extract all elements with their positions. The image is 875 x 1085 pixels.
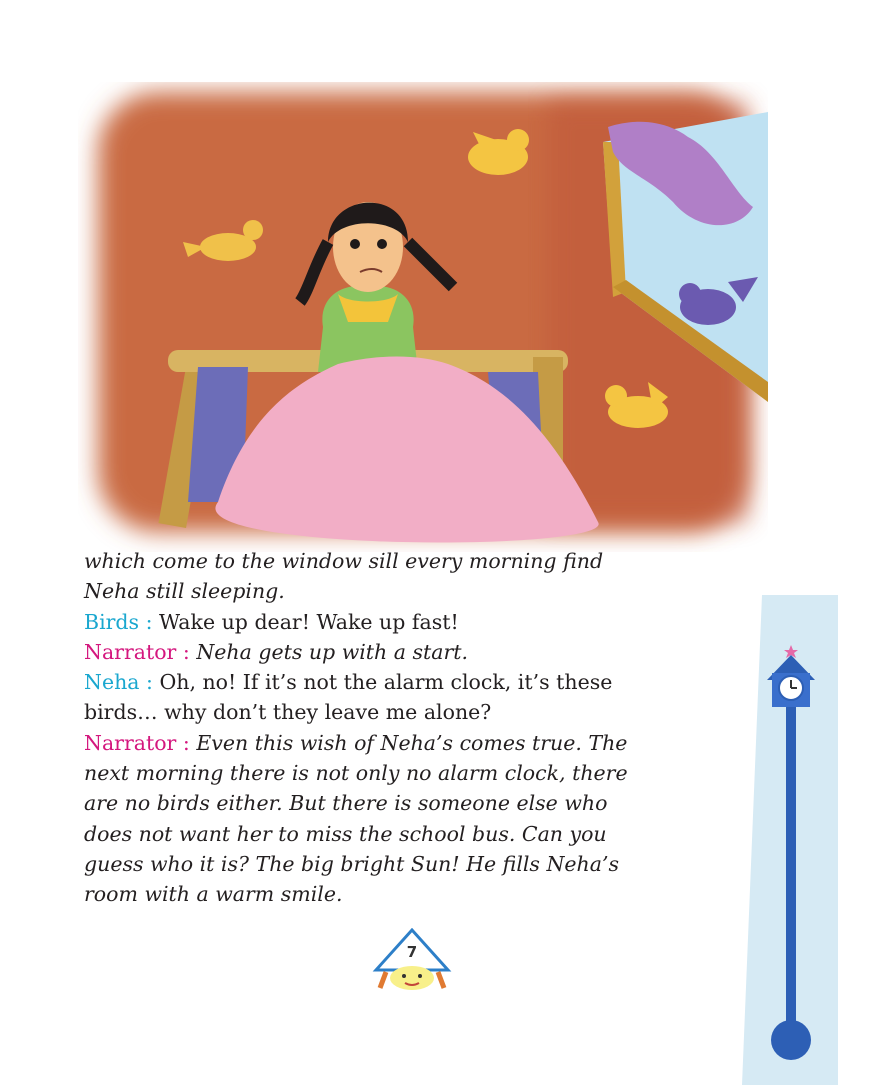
- story-illustration: [78, 82, 768, 552]
- speaker-narrator: Narrator :: [84, 639, 190, 664]
- dialogue-text: Even this wish of Neha’s comes true. The: [189, 730, 628, 755]
- speaker-narrator: Narrator :: [84, 730, 190, 755]
- story-line: does not want her to miss the school bus. Can you: [84, 821, 607, 846]
- page-number: 7: [406, 943, 418, 961]
- story-text: [84, 546, 664, 910]
- story-line: next morning there is not only no alarm clock, there: [84, 761, 628, 786]
- dialogue-birds: [84, 607, 664, 637]
- story-line: room with a warm smile.: [84, 882, 343, 907]
- story-line: guess who it is? The big bright Sun! He fills Neha’s: [84, 851, 620, 876]
- story-line: Neha still sleeping.: [84, 579, 285, 604]
- dialogue-neha: [84, 667, 664, 697]
- dialogue-narrator: [84, 637, 664, 667]
- story-line: are no birds either. But there is someone else who: [84, 791, 608, 816]
- speaker-birds: Birds :: [84, 609, 153, 634]
- dialogue-text: Wake up dear! Wake up fast!: [152, 609, 459, 634]
- speaker-neha: Neha :: [84, 670, 153, 695]
- dialogue-narrator: [84, 728, 664, 758]
- story-line: which come to the window sill every morning find: [84, 549, 604, 573]
- dialogue-text: Oh, no! If it’s not the alarm clock, it’s these: [152, 670, 613, 695]
- dialogue-text: Neha gets up with a start.: [189, 639, 469, 664]
- dialogue-text: birds… why don’t they leave me alone?: [84, 700, 492, 725]
- side-decoration: [742, 595, 838, 1085]
